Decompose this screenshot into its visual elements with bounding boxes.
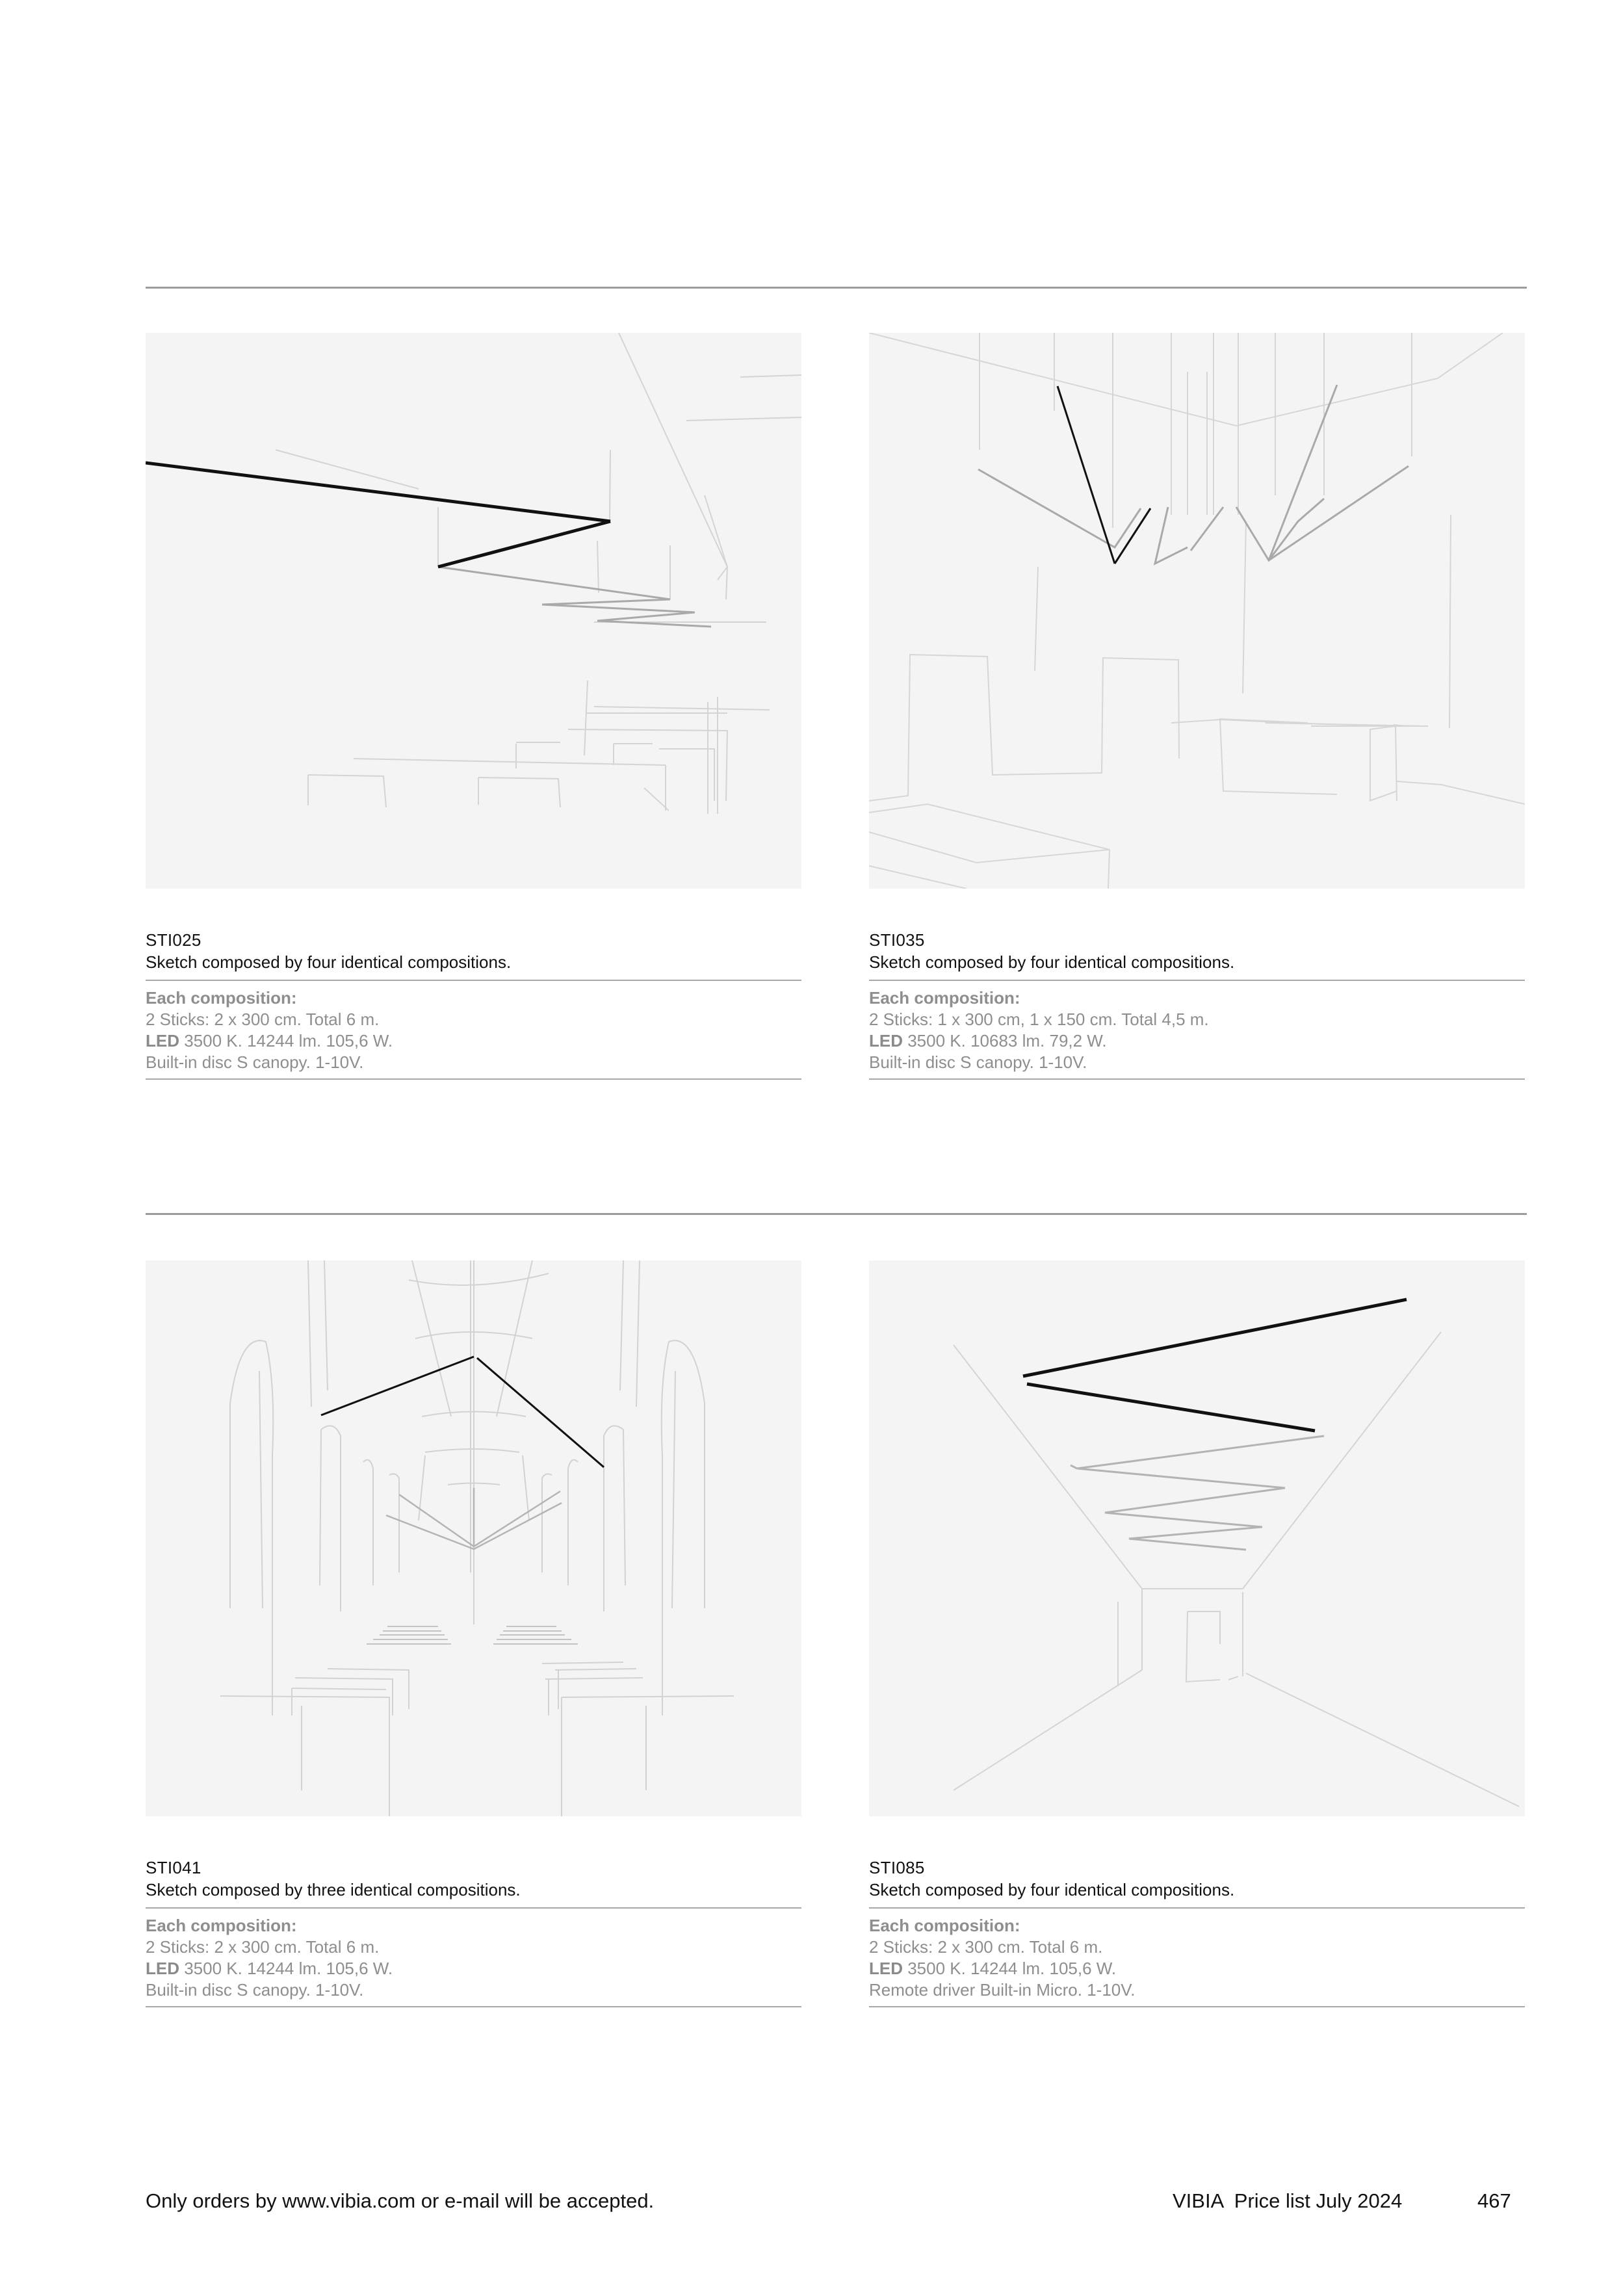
spec-sticks: 2 Sticks: 1 x 300 cm, 1 x 150 cm. Total 4,5 m.: [869, 1010, 1209, 1029]
sketch-drawing: [869, 333, 1525, 889]
spec-led-line: [146, 1958, 801, 1979]
spec-led-label: LED: [146, 1959, 179, 1978]
spec-mount: Built-in disc S canopy. 1-10V.: [869, 1052, 1087, 1072]
spec-mount: Remote driver Built-in Micro. 1-10V.: [869, 1980, 1136, 2000]
spec-sticks: 2 Sticks: 2 x 300 cm. Total 6 m.: [146, 1937, 380, 1957]
spec-led-value: 3500 K. 10683 lm. 79,2 W.: [903, 1031, 1107, 1050]
spec-led-value: 3500 K. 14244 lm. 105,6 W.: [179, 1031, 393, 1050]
footer-order-notice: Only orders by www.vibia.com or e-mail will be accepted.: [146, 2189, 655, 2212]
product-card-sti085: [869, 1260, 1525, 2007]
spec-mount: Built-in disc S canopy. 1-10V.: [146, 1980, 364, 2000]
product-card-sti041: [146, 1260, 801, 2007]
sketch-drawing: [146, 1260, 801, 1816]
spec-led-line: [869, 1030, 1525, 1052]
spec-led-label: LED: [869, 1031, 903, 1050]
product-description: Sketch composed by four identical compositions.: [869, 1879, 1525, 1909]
product-description: Sketch composed by four identical compositions.: [869, 951, 1525, 981]
product-code: STI041: [146, 1858, 201, 1877]
section-divider-top: [146, 287, 1527, 289]
spec-led-label: LED: [146, 1031, 179, 1050]
spec-led-label: LED: [869, 1959, 903, 1978]
spec-led-line: [869, 1958, 1525, 1979]
footer-brand-pricelist: VIBIA Price list July 2024: [1173, 2189, 1403, 2212]
spec-mount: Built-in disc S canopy. 1-10V.: [146, 1052, 364, 1072]
product-code: STI035: [869, 930, 925, 950]
page-number: 467: [1477, 2189, 1511, 2212]
product-code: STI085: [869, 1858, 925, 1877]
spec-heading: Each composition:: [869, 988, 1020, 1008]
product-specs: [146, 1909, 801, 2007]
product-card-sti035: [869, 333, 1525, 1080]
product-sketch-image: [869, 1260, 1525, 1816]
spec-led-value: 3500 K. 14244 lm. 105,6 W.: [179, 1959, 393, 1978]
spec-heading: Each composition:: [869, 1916, 1020, 1935]
spec-sticks: 2 Sticks: 2 x 300 cm. Total 6 m.: [869, 1937, 1103, 1957]
sketch-drawing: [146, 333, 801, 889]
spec-led-value: 3500 K. 14244 lm. 105,6 W.: [903, 1959, 1117, 1978]
product-specs: [146, 981, 801, 1080]
spec-heading: Each composition:: [146, 988, 297, 1008]
sketch-drawing: [869, 1260, 1525, 1816]
product-specs: [869, 1909, 1525, 2007]
section-divider-bottom: [146, 1213, 1527, 1215]
product-sketch-image: [869, 333, 1525, 889]
product-description: Sketch composed by four identical compositions.: [146, 951, 801, 981]
product-specs: [869, 981, 1525, 1080]
product-card-sti025: [146, 333, 801, 1080]
spec-led-line: [146, 1030, 801, 1052]
product-sketch-image: [146, 333, 801, 889]
spec-heading: Each composition:: [146, 1916, 297, 1935]
product-code: STI025: [146, 930, 201, 950]
spec-sticks: 2 Sticks: 2 x 300 cm. Total 6 m.: [146, 1010, 380, 1029]
product-description: Sketch composed by three identical compositions.: [146, 1879, 801, 1909]
product-sketch-image: [146, 1260, 801, 1816]
